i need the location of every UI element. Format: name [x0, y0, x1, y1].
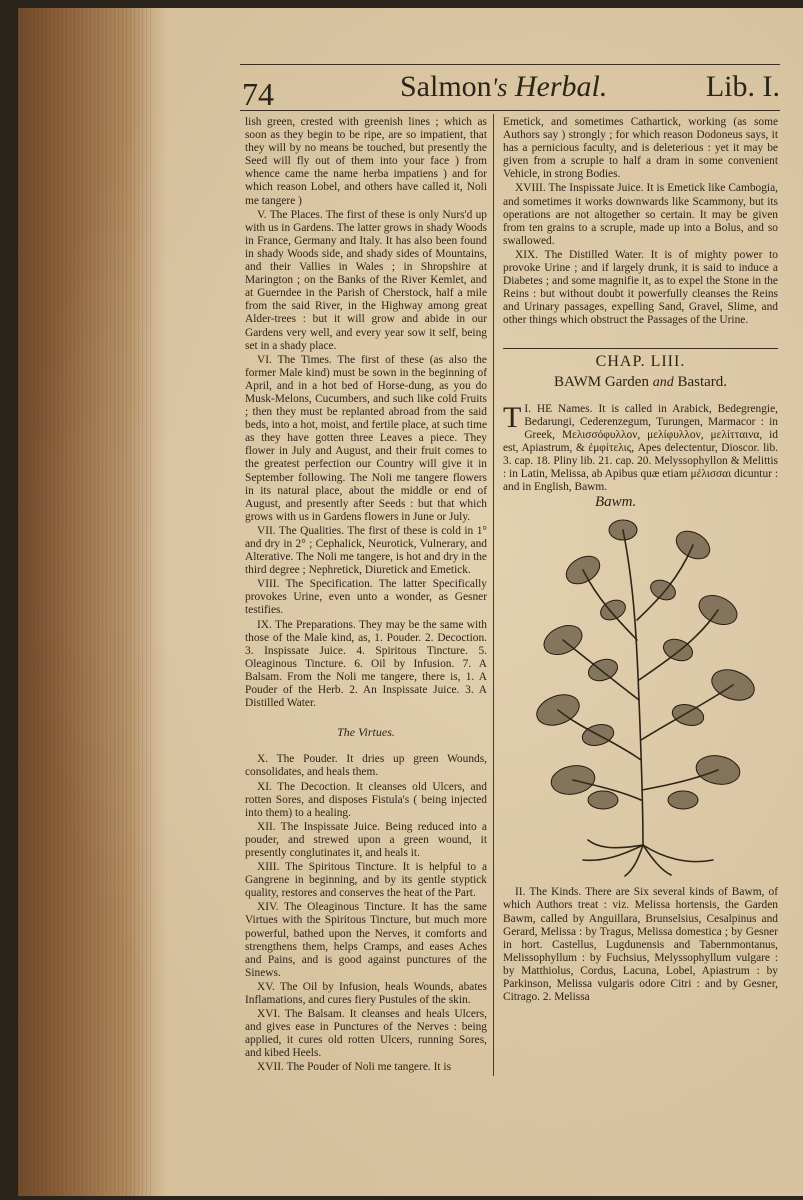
paragraph-spiritous-tincture: XIII. The Spiritous Tincture. It is helpful to a Gangrene in beginning, and by its gentle styptick quality, restores and conserves the heat of the Part.	[245, 861, 487, 900]
woodcut-label: Bawm.	[595, 494, 637, 511]
page-number: 74	[242, 76, 274, 112]
chapter-title	[503, 373, 778, 390]
virtues-heading: The Virtues.	[337, 725, 395, 740]
running-header	[240, 66, 780, 111]
names-text: HE Names. It is called in Arabick, Bedegrengie, Bedarungi, Cederenzegum, Turungen, Marmacor : in Greek, Μελισσόφυλλον, μελίφυλλον, μελίτταινα, id est, Apiastrum, & ἐμφίτελις, Apes delectentur, Dioscor. lib. 3. cap. 18. Pliny lib. 21. cap. 20. Melyssophyllon & Melittis : in Latin, Melissa, ab Apibus quæ etiam μέλισσαι dicuntur : and in English, Bawm.	[503, 402, 778, 494]
paragraph-places: V. The Places. The first of these is only Nurs'd up with us in Gardens. The latter grows in shady Woods in France, Germany and Italy. It has also been found in shady Woods side, and shady sides of Mountains, and their Vallies in Wales ; in Shropshire at Marington ; on the Banks of the River Kemlet, and at Guerndee in the Parish of Cherstock, half a mile from the said River, in the Highway among great Alder-trees : but it will grow and abide in our Gardens very well, and every year sow it self, being set in a shady place.	[245, 208, 487, 352]
paragraph-times: VI. The Times. The first of these (as also the former Male kind) must be sown in the beginning of April, and in a hot bed of Horse-dung, as you do Musk-Melons, Cucumbers, and such like cold Fruits ; then they must be replanted abroad from the said beds, into a hot, moist, and fertile place, at such time as they have gotten three Leaves a piece. They flower in July and August, and their fruit comes to the greatest perfection our Country will give it in September following. The Noli me tangere flowers in its natural place, about the middle or end of August, and presently after Seeds : but that which grows with us in Gardens flowers in June or July.	[245, 353, 487, 523]
title-apostrophe: 's	[491, 73, 508, 102]
chapter-title-c: Bastard.	[677, 373, 728, 390]
paragraph-pouder-noli: XVII. The Pouder of Noli me tangere. It is	[257, 1061, 452, 1074]
bawm-woodcut-illustration	[503, 494, 778, 880]
title-herbal: Herbal.	[514, 70, 608, 103]
paragraph-pouder: X. The Pouder. It dries up green Wounds, consolidates, and heals them.	[245, 753, 487, 779]
page-edges	[18, 8, 153, 1196]
paragraph-inspissate-juice-2: XVIII. The Inspissate Juice. It is Emetick like Cambogia, and sometimes it works downwards like Scammony, but its operations are not altogether so certain. It may be given from ten grains to a scruple, made up into a Bolus, and so swallowed.	[503, 182, 778, 247]
book-number: Lib. I.	[705, 70, 780, 103]
paragraph-specification: VIII. The Specification. The latter Specifically provokes Urine, even unto a wonder, as Gesner testifies.	[245, 578, 487, 617]
running-title	[400, 70, 607, 104]
right-column	[503, 116, 778, 1005]
paragraph-continued: Emetick, and sometimes Cathartick, working (as some Authors say ) strongly ; for which reason Dodoneus says, it has a pernicious faculty, and is deleterious : yet it may be given from a scruple to half a dram in some convenient Vehicle, in strong Bodies.	[503, 116, 778, 181]
paragraph-decoction: XI. The Decoction. It cleanses old Ulcers, and rotten Sores, and disposes Fistula's ( being injected into them) to a healing.	[245, 780, 487, 819]
bawm-plant-icon	[503, 500, 778, 880]
header-top-rule	[240, 64, 780, 65]
paragraph-distilled-water: XIX. The Distilled Water. It is of mighty power to provoke Urine ; and if largely drunk, it is said to induce a Diabetes ; and some magnifie it, as to expel the Stone in the Reins : but without doubt it powerfully cleanses the Reins and Urinary passages, expelling Sand, Gravel, Slime, and other things which obstruct the Passages of the Urine.	[503, 248, 778, 327]
names-roman: I.	[524, 402, 531, 415]
paragraph-intro: lish green, crested with greenish lines ; which as soon as they begin to be ripe, are so impatient, that they will by no means be touched, but presently the Seed will fly out of them into your face ) from whence came the name herba impatiens ) and for which reason Lobel, and others have called it, Noli me tangere )	[245, 116, 487, 207]
chapter-title-a: BAWM Garden	[553, 373, 649, 390]
chapter-number: CHAP. LIII.	[595, 352, 686, 370]
paragraph-kinds: II. The Kinds. There are Six several kinds of Bawm, of which Authors treat : viz. Melissa hortensis, the Garden Bawm, called by Anguillara, Brunselsius, Cesalpinus and Gerard, Melissa : by Tragus, Melissa domestica ; by Gesner in hort. Castellus, Lugdunensis and Tabernmontanus, Melissophyllum : by Fuchsius, Melyssophyllum vulgare : by Matthiolus, Cordus, Lacuna, Lobel, Apiastrum : by Parkinson, Melissa vulgaris odore Citri : and by Gesner, Citrago. 2. Melissa	[503, 886, 778, 1004]
left-column	[245, 116, 487, 1076]
paragraph-preparations: IX. The Preparations. They may be the same with those of the Male kind, as, 1. Pouder. 2. Decoction. 3. Inspissate Juice. 4. Spiritous Tincture. 5. Oleaginous Tincture. 6. Oil by Infusion. 7. A Balsam. From the Noli me tangere, there is, 1. A Pouder of the Herb. 2. An Inspissate Juice. 3. A Distilled Water.	[245, 618, 487, 710]
chapter-rule	[503, 348, 778, 349]
chapter-title-and: and	[652, 374, 674, 390]
paragraph-qualities: VII. The Qualities. The first of these is cold in 1° and dry in 2° ; Cephalick, Neurotick, Vulnerary, and Alterative. The Noli me tangere, is hot and dry in the third degree ; Nephretick, Diuretick and Emetick.	[245, 524, 487, 577]
paragraph-names	[503, 400, 778, 495]
title-main: Salmon	[400, 70, 492, 103]
drop-cap: T	[503, 400, 522, 434]
paragraph-oleaginous-tincture: XIV. The Oleaginous Tincture. It has the same Virtues with the Spiritous Tincture, but much more powerful, bathed upon the Nerves, it comforts and strengthens them, helps Cramps, and eases Aches and Pains, and is good against punctures of the Sinews.	[245, 901, 487, 979]
column-divider	[493, 114, 494, 1076]
paragraph-balsam: XVI. The Balsam. It cleanses and heals Ulcers, and gives ease in Punctures of the Nerves : being applied, it cures old rotten Ulcers, running Sores, and kibed Heels.	[245, 1008, 487, 1060]
paragraph-oil-by-infusion: XV. The Oil by Infusion, heals Wounds, abates Inflamations, and cures fiery Pustules of the skin.	[245, 980, 487, 1006]
paragraph-inspissate-juice: XII. The Inspissate Juice. Being reduced into a pouder, and strewed upon a green wound, it presently conglutinates it, and heals it.	[245, 820, 487, 859]
